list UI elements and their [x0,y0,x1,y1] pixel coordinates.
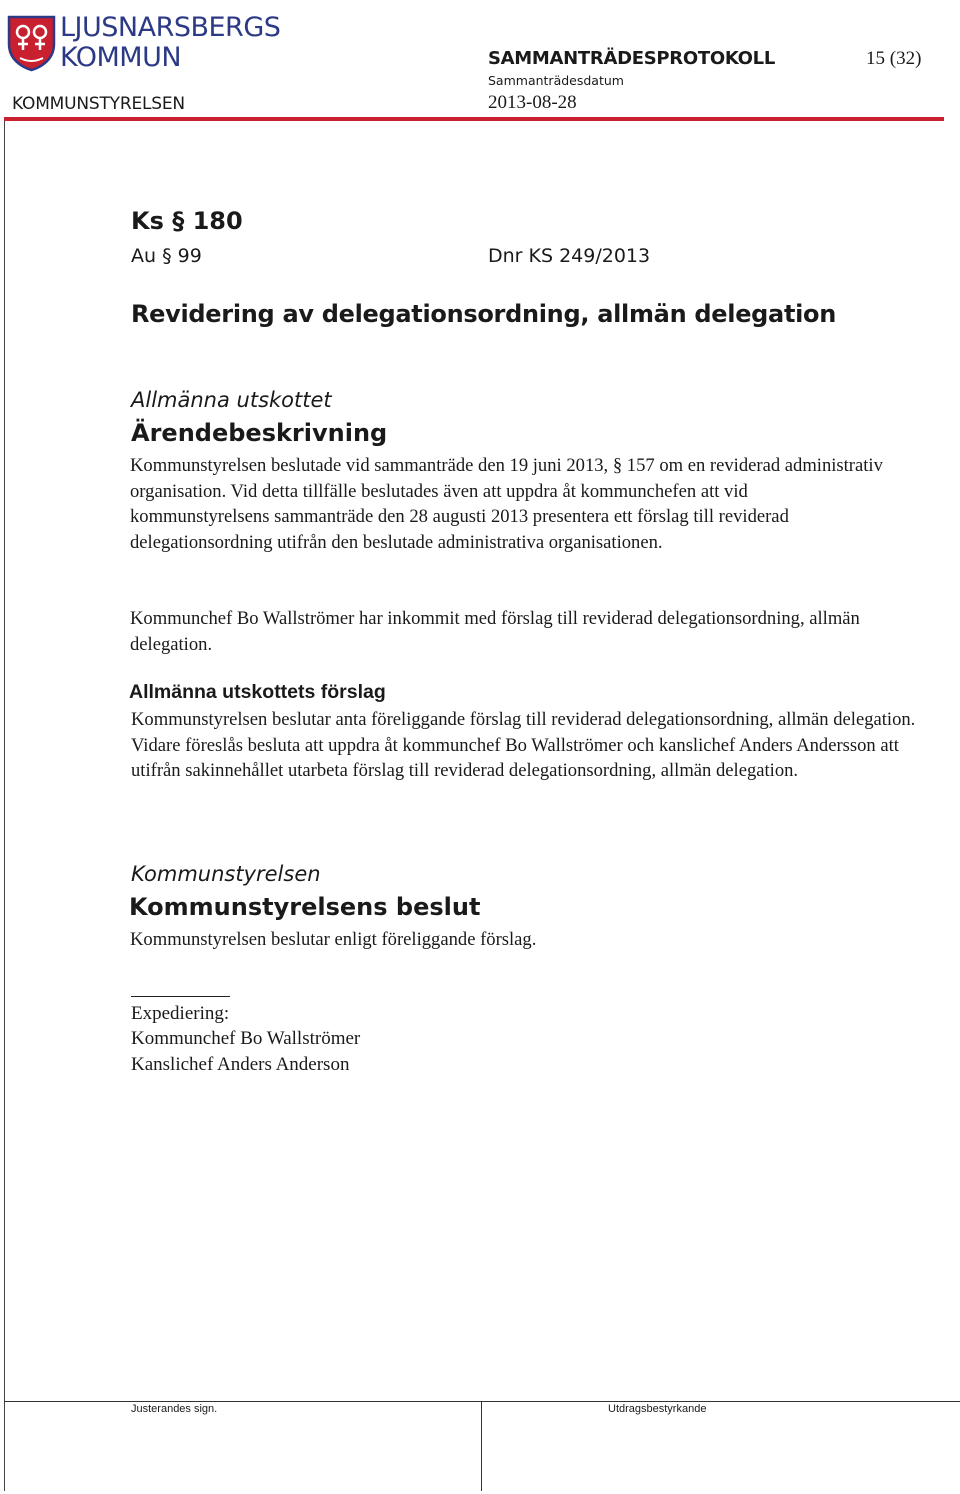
org-name-line2: KOMMUN [60,42,182,73]
section-heading-decision: Kommunstyrelsens beslut [129,893,481,921]
section-heading-description: Ärendebeskrivning [131,419,388,447]
org-name-line1: LJUSNARSBERGS [60,12,281,43]
date-label: Sammanträdesdatum [488,73,624,88]
ks-paragraph: Ks § 180 [131,207,243,235]
board-label: Kommunstyrelsen [131,862,321,886]
diary-number: Dnr KS 249/2013 [488,245,651,267]
department-name: KOMMUNSTYRELSEN [12,94,185,114]
au-paragraph: Au § 99 [131,245,202,267]
page-number: 15 (32) [866,48,922,69]
footer-divider [4,1401,960,1402]
left-margin-rule [4,121,5,1491]
document-type: SAMMANTRÄDESPROTOKOLL [488,48,776,69]
committee-proposal-paragraph: Kommunstyrelsen beslutar anta föreliggande förslag till reviderad delegationsordning, allmän delegation. Vidare föreslås besluta att uppdra åt kommunchef Bo Wallströmer och kanslichef Anders Andersson att utifrån sakinnehållet utarbeta förslag till reviderad delegationsordning, allmän delegation. [131,709,916,781]
header-divider [4,117,944,121]
description-paragraph: Kommunstyrelsen beslutade vid sammanträde den 19 juni 2013, § 157 om en reviderad administrativ organisation. Vid detta tillfälle beslutades även att uppdra åt kommunchefen att vid kommunstyrelsens sammanträde den 28 augusti 2013 presentera ett förslag till reviderad delegationsordning utifrån den beslutade administrativa organisationen. [130,455,883,553]
adjuster-signature-label: Justerandes sign. [131,1403,218,1415]
section-heading-committee-proposal: Allmänna utskottets förslag [129,681,386,703]
proposal-received-paragraph: Kommunchef Bo Wallströmer har inkommit med förslag till reviderad delegationsordning, allmän delegation. [130,608,860,655]
distribution-recipient: Kommunchef Bo Wallströmer [131,1028,361,1049]
distribution-recipient: Kanslichef Anders Anderson [131,1054,350,1075]
municipality-coat-of-arms-logo [6,14,68,72]
separator-line [131,996,230,997]
decision-paragraph: Kommunstyrelsen beslutar enligt föreliggande förslag. [130,929,537,950]
distribution-label: Expediering: [131,1003,230,1024]
footer-column-divider [481,1401,482,1491]
committee-label: Allmänna utskottet [131,388,332,412]
meeting-date: 2013-08-28 [488,92,577,113]
case-title: Revidering av delegationsordning, allmän delegation [131,300,837,328]
extract-certification-label: Utdragsbestyrkande [608,1403,707,1415]
